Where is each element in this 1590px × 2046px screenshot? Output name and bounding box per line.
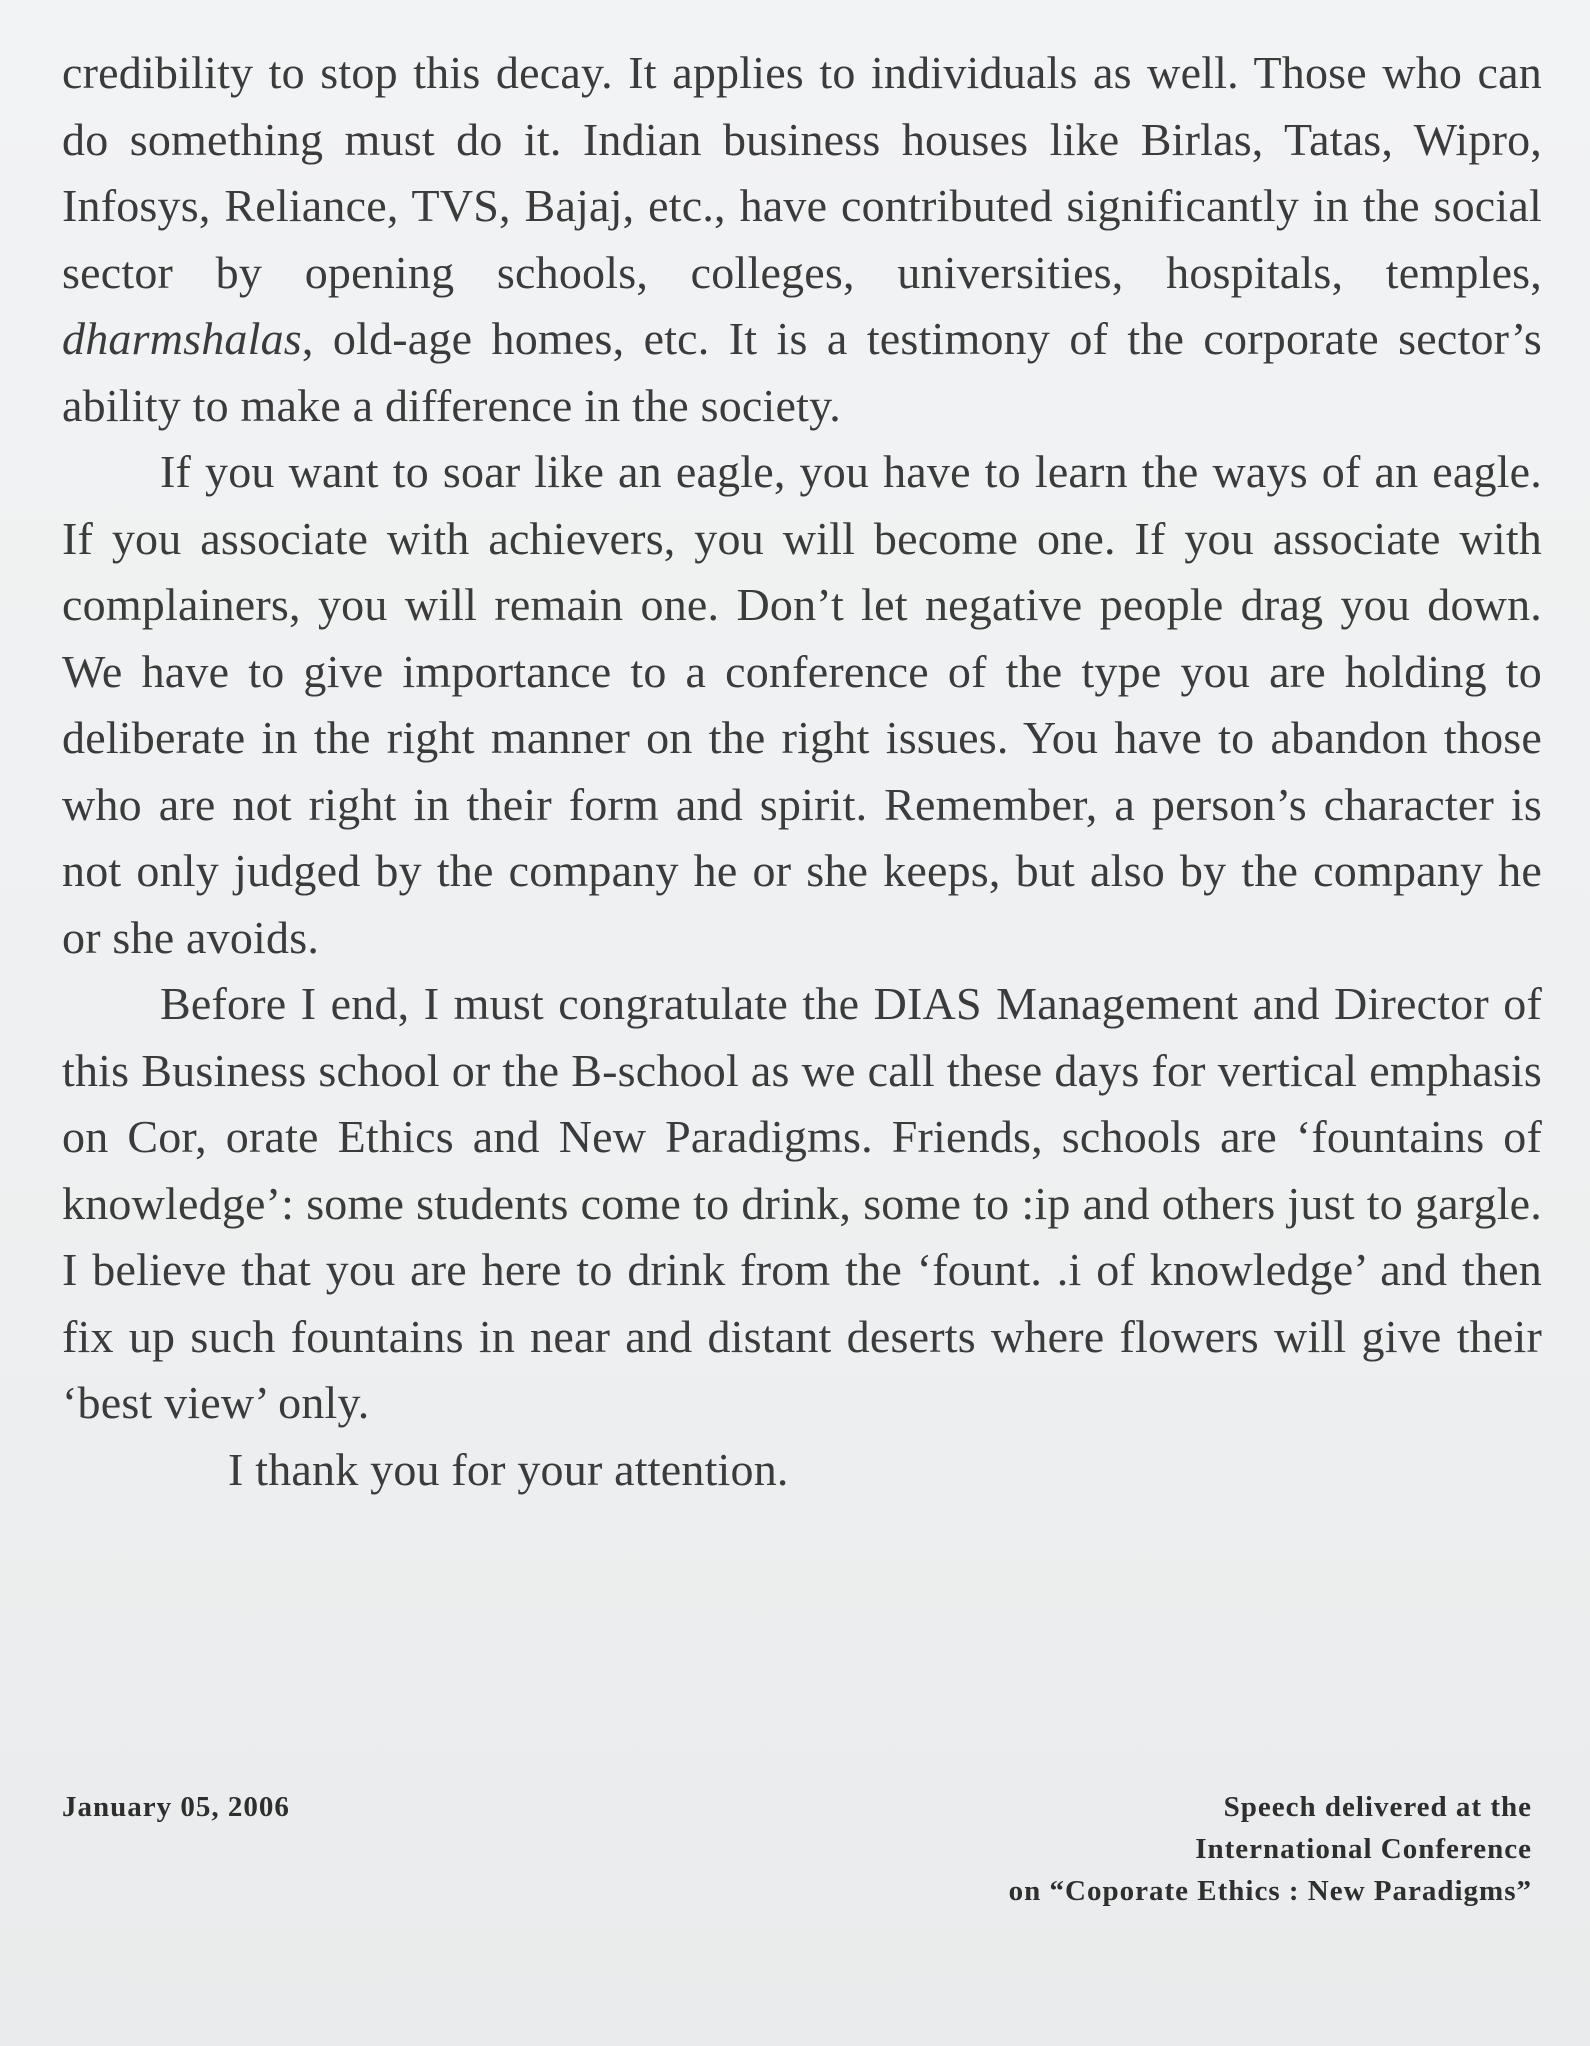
- paragraph-1-text-a: credibility to stop this decay. It applies to individuals as well. Those who can do something must do it. Indian business houses like Birlas, Tatas, Wipro, Infosys, Reliance, TVS, Bajaj, etc., have contributed significantly in the social sector by opening schools, colleges, universities, hospitals, temples,: [62, 47, 1542, 298]
- paragraph-1-text-b: , old-age homes, etc. It is a testimony of the corporate sector’s ability to make a difference in the society.: [62, 313, 1542, 431]
- italic-term-dharmshalas: dharmshalas: [62, 313, 302, 364]
- footer-note-line-2: International Conference: [1195, 1833, 1532, 1865]
- paragraph-4: I thank you for your attention.: [228, 1443, 789, 1495]
- paragraph-3: Before I end, I must congratulate the DIAS Management and Director of this Business school or the B-school as we call these days for vertical emphasis on Cor, orate Ethics and New Paradigms. Friends, schools are ‘fountains of knowledge’: some students come to drink, some to :ip and others just to gargle. I believe that you are here to drink from the ‘fount. .i of knowledge’ and then fix up such fountains in near and distant deserts where flowers will give their ‘best view’ only.: [62, 978, 1542, 1428]
- footer-note-line-3: on “Coporate Ethics : New Paradigms”: [1008, 1875, 1532, 1907]
- paragraph-2: If you want to soar like an eagle, you have to learn the ways of an eagle. If you associate with achievers, you will become one. If you associate with complainers, you will remain one. Don’t let negative people drag you down. We have to give importance to a conference of the type you are holding to deliberate in the right manner on the right issues. You have to abandon those who are not right in their form and spirit. Remember, a person’s character is not only judged by the company he or she keeps, but also by the company he or she avoids.: [62, 446, 1542, 963]
- paragraph-1: [62, 40, 1542, 439]
- footer-note: [1009, 1786, 1532, 1912]
- footer-date: January 05, 2006: [62, 1791, 290, 1823]
- footer-note-line-1: Speech delivered at the: [1223, 1791, 1532, 1823]
- speech-body: [62, 40, 1542, 1503]
